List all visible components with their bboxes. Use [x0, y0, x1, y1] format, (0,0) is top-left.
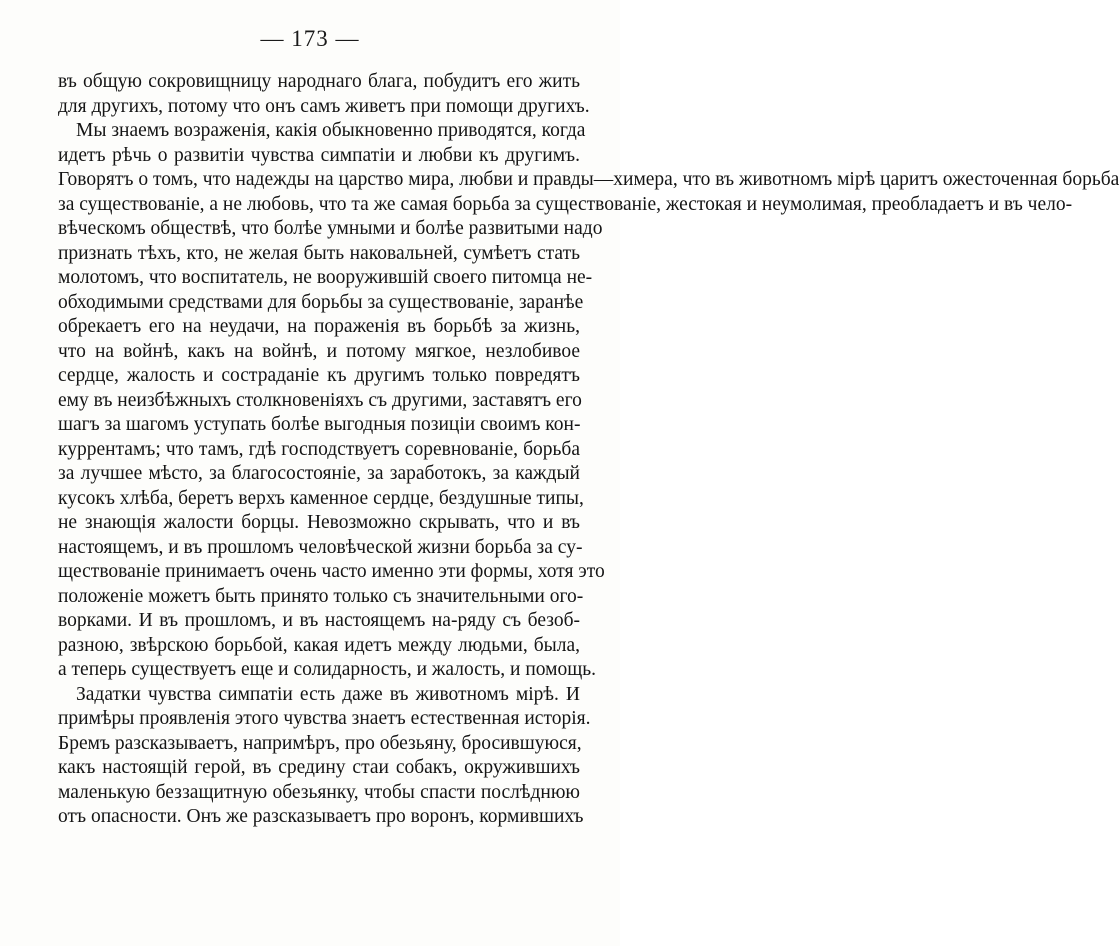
- text-line: сердце, жалость и состраданіе къ другимъ только повредятъ: [58, 365, 580, 386]
- text-line: вѣческомъ обществѣ, что болѣе умными и болѣе развитыми надо: [58, 218, 603, 239]
- text-line: а теперь существуетъ еще и солидарность, и жалость, и помощь.: [58, 659, 597, 680]
- text-line: ществованіе принимаетъ очень часто именно эти формы, хотя это: [58, 561, 605, 582]
- text-line: что на войнѣ, какъ на войнѣ, и потому мягкое, незлобивое: [58, 340, 580, 362]
- text-line: примѣры проявленія этого чувства знаетъ естественная исторія.: [58, 708, 591, 729]
- text-line: маленькую беззащитную обезьянку, чтобы спасти послѣднюю: [58, 781, 580, 803]
- text-line: въ общую сокровищницу народнаго блага, побудитъ его жить: [58, 71, 580, 92]
- text-line: для другихъ, потому что онъ самъ живетъ при помощи другихъ.: [58, 95, 590, 117]
- text-line: не знающія жалости борцы. Невозможно скрывать, что и въ: [58, 512, 580, 533]
- page-number: — 173 —: [260, 26, 360, 51]
- text-line: Говорятъ о томъ, что надежды на царство мира, любви и правды—химера, что въ животномъ мірѣ царитъ ожесточенная борьба: [58, 169, 1119, 190]
- text-line: Мы знаемъ возраженія, какія обыкновенно приводятся, когда: [76, 120, 586, 141]
- text-line: идетъ рѣчь о развитіи чувства симпатіи и любви къ другимъ.: [58, 144, 580, 166]
- text-line: за лучшее мѣсто, за благосостояніе, за заработокъ, за каждый: [58, 463, 580, 484]
- text-line: настоящемъ, и въ прошломъ человѣческой жизни борьба за су-: [58, 536, 583, 558]
- text-line: шагъ за шагомъ уступать болѣе выгодныя позиціи своимъ кон-: [58, 414, 581, 435]
- text-line: разною, звѣрскою борьбой, какая идетъ между людьми, была,: [58, 634, 580, 656]
- text-line: обходимыми средствами для борьбы за существованіе, заранѣе: [58, 291, 584, 313]
- text-line: признать тѣхъ, кто, не желая быть наковальней, сумѣетъ стать: [58, 242, 580, 264]
- text-line: какъ настоящій герой, въ средину стаи собакъ, окружившихъ: [58, 757, 580, 778]
- body-text: [58, 70, 1119, 830]
- text-line: отъ опасности. Онъ же разсказываетъ про воронъ, кормившихъ: [58, 806, 584, 827]
- text-line: ему въ неизбѣжныхъ столкновеніяхъ съ другими, заставятъ его: [58, 389, 582, 411]
- text-line: ворками. И въ прошломъ, и въ настоящемъ на-ряду съ безоб-: [58, 610, 580, 631]
- text-line: кусокъ хлѣба, беретъ верхъ каменное сердце, бездушные типы,: [58, 487, 584, 509]
- text-line: обрекаетъ его на неудачи, на пораженія въ борьбѣ за жизнь,: [58, 316, 580, 337]
- text-line: за существованіе, а не любовь, что та же самая борьба за существованіе, жестокая и неумолимая, преобладаетъ и въ чело-: [58, 193, 1073, 215]
- text-line: куррентамъ; что тамъ, гдѣ господствуетъ соревнованіе, борьба: [58, 438, 580, 460]
- text-line: положеніе можетъ быть принято только съ значительными ого-: [58, 585, 584, 607]
- text-line: Бремъ разсказываетъ, напримѣръ, про обезьяну, бросившуюся,: [58, 732, 582, 754]
- text-line: Задатки чувства симпатіи есть даже въ животномъ мірѣ. И: [76, 683, 580, 705]
- text-line: молотомъ, что воспитатель, не вооружившій своего питомца не-: [58, 267, 593, 288]
